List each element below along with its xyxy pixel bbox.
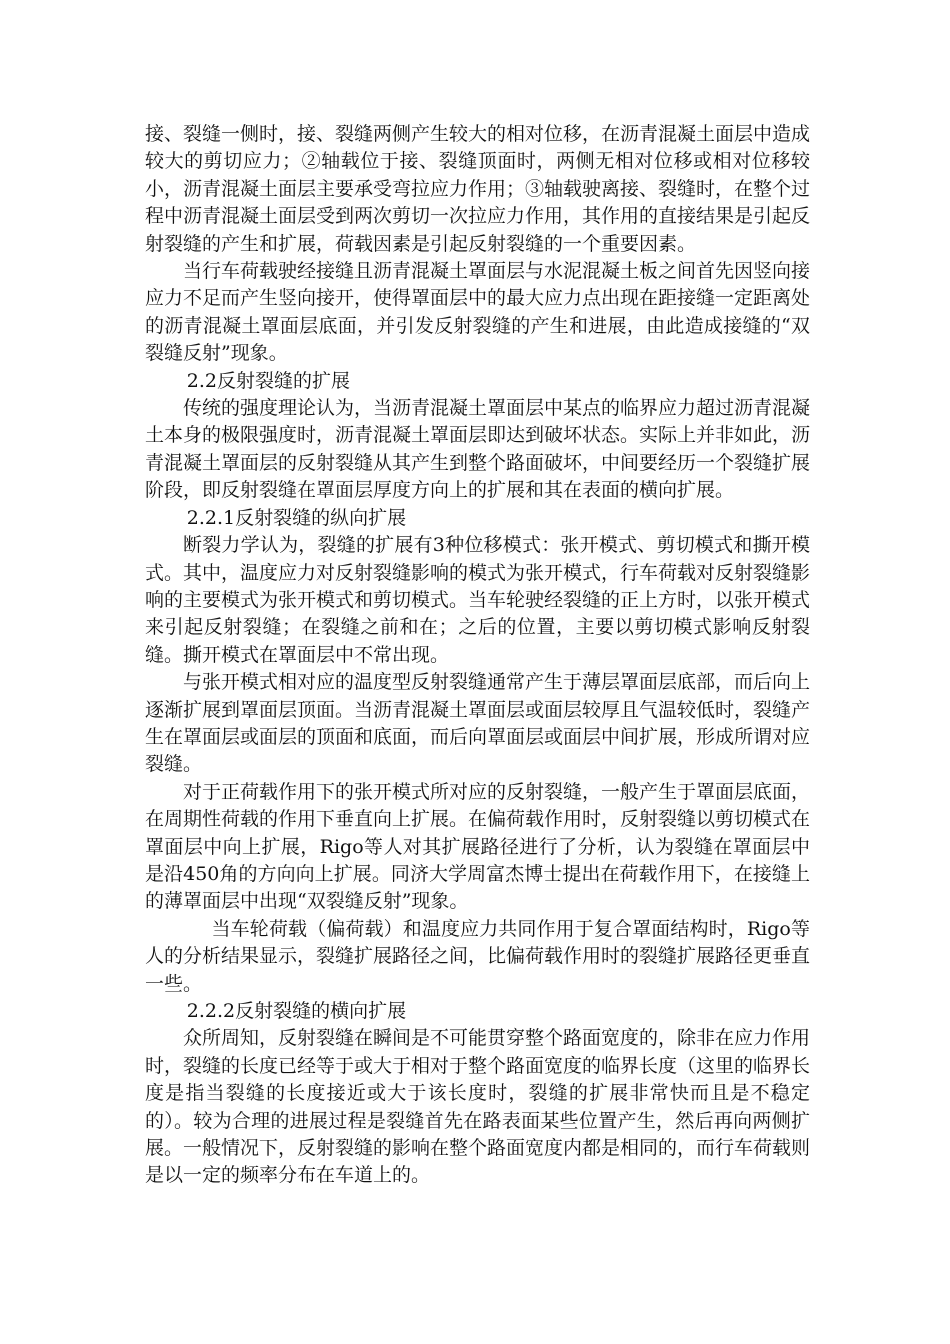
paragraph-combined-load: 当车轮荷载（偏荷载）和温度应力共同作用于复合罩面结构时，Rigo等人的分析结果显示，裂缝扩展路径之间，比偏荷载作用时的裂缝扩展路径更垂直一些。 [145,917,811,995]
section-heading-2-2-1: 2.2.1反射裂缝的纵向扩展 [186,506,407,529]
paragraph-transverse-expansion: 众所周知，反射裂缝在瞬间是不可能贯穿整个路面宽度的，除非在应力作用时，裂缝的长度已经等于或大于相对于整个路面宽度的临界长度（这里的临界长度是指当裂缝的长度接近或大于该长度时，裂缝的扩展非常快而且是不稳定的）。较为合理的进展过程是裂缝首先在路表面某些位置产生，然后再向两侧扩展。一般情况下，反射裂缝的影响在整个路面宽度内都是相同的，而行车荷载则是以一定的频率分布在车道上的。 [145,1027,811,1187]
paragraph-double-crack: 当行车荷载驶经接缝且沥青混凝土罩面层与水泥混凝土板之间首先因竖向接应力不足而产生竖向接开，使得罩面层中的最大应力点出现在距接缝一定距离处的沥青混凝土罩面层底面，并引发反射裂缝的产生和进展，由此造成接缝的“双裂缝反射”现象。 [145,260,811,365]
section-heading-2-2-2: 2.2.2反射裂缝的横向扩展 [186,1000,407,1022]
section-heading-2-2: 2.2反射裂缝的扩展 [186,369,351,392]
paragraph-fracture-modes: 断裂力学认为，裂缝的扩展有3种位移模式：张开模式、剪切模式和撕开模式。其中，温度应力对反射裂缝影响的模式为张开模式，行车荷载对反射裂缝影响的主要模式为张开模式和剪切模式。当车轮驶经裂缝的正上方时，以张开模式来引起反射裂缝；在裂缝之前和在；之后的位置，主要以剪切模式影响反射裂缝。撕开模式在罩面层中不常出现。 [145,534,811,666]
document-body [145,121,810,1190]
paragraph-temperature-cracks: 与张开模式相对应的温度型反射裂缝通常产生于薄层罩面层底部，而后向上逐渐扩展到罩面层顶面。当沥青混凝土罩面层或面层较厚且气温较低时，裂缝产生在罩面层或面层的顶面和底面，而后向罩面层或面层中间扩展，形成所谓对应裂缝。 [145,671,811,776]
paragraph-load-cracks: 对于正荷载作用下的张开模式所对应的反射裂缝，一般产生于罩面层底面，在周期性荷载的作用下垂直向上扩展。在偏荷载作用时，反射裂缝以剪切模式在罩面层中向上扩展，Rigo等人对其扩展路径进行了分析，认为裂缝在罩面层中是沿450角的方向向上扩展。同济大学周富杰博士提出在荷载作用下，在接缝上的薄罩面层中出现“双裂缝反射”现象。 [145,780,811,913]
paragraph-strength-theory: 传统的强度理论认为，当沥青混凝土罩面层中某点的临界应力超过沥青混凝土本身的极限强度时，沥青混凝土罩面层即达到破坏状态。实际上并非如此，沥青混凝土罩面层的反射裂缝从其产生到整个路面破坏，中间要经历一个裂缝扩展阶段，即反射裂缝在罩面层厚度方向上的扩展和其在表面的横向扩展。 [145,397,811,502]
paragraph-load-effects: 接、裂缝一侧时，接、裂缝两侧产生较大的相对位移，在沥青混凝土面层中造成较大的剪切应力；②轴载位于接、裂缝顶面时，两侧无相对位移或相对位移较小，沥青混凝土面层主要承受弯拉应力作用；③轴载驶离接、裂缝时，在整个过程中沥青混凝土面层受到两次剪切一次拉应力作用，其作用的直接结果是引起反射裂缝的产生和扩展，荷载因素是引起反射裂缝的一个重要因素。 [145,123,811,255]
